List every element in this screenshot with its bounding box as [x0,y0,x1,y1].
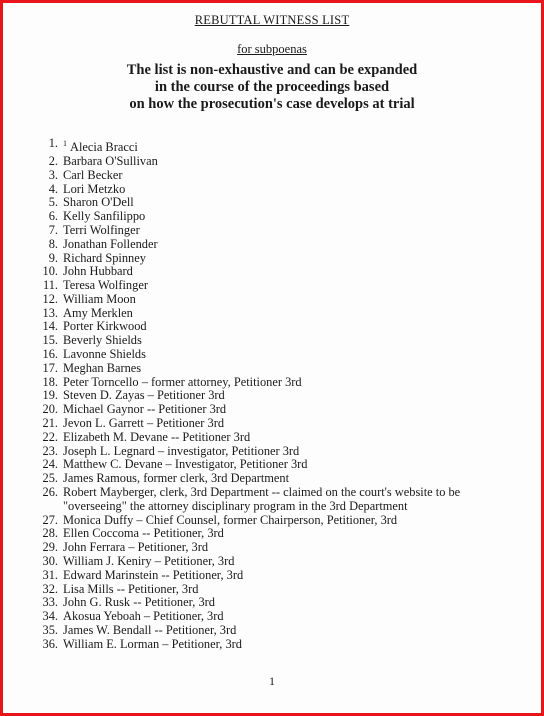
list-item-number: 32. [42,581,58,596]
list-item [36,224,526,238]
list-item-name: Kelly Sanfilippo [63,209,146,224]
list-item-number: 34. [42,609,58,624]
list-item-name: Ellen Coccoma -- Petitioner, 3rd [63,526,224,541]
list-item-number: 33. [42,595,58,610]
list-item-name: Steven D. Zayas – Petitioner 3rd [63,388,225,403]
list-item [36,210,526,224]
list-item [36,320,526,334]
list-item-number: 11. [42,278,58,293]
list-item-name: Terri Wolfinger [63,222,140,237]
list-item-name: Edward Marinstein -- Petitioner, 3rd [63,567,244,582]
list-item [36,265,526,279]
list-item [36,486,526,514]
list-item-name: John Hubbard [63,264,133,279]
list-item [36,527,526,541]
list-item-name: Akosua Yeboah – Petitioner, 3rd [63,609,224,624]
list-item [36,155,526,169]
list-item [36,252,526,266]
list-item [36,403,526,417]
list-item-name: Sharon O'Dell [63,195,134,210]
list-item-number: 1. [48,136,58,150]
list-item-number: 23. [42,443,58,458]
list-item-name: Teresa Wolfinger [63,278,148,293]
list-item [36,279,526,293]
list-item-number: 29. [42,540,58,555]
list-item-name: Lisa Mills -- Petitioner, 3rd [63,581,199,596]
list-item [36,445,526,459]
list-item [36,169,526,183]
list-item-number: 20. [42,402,58,417]
list-item-number: 30. [42,554,58,569]
list-item-name: William Moon [63,291,136,306]
list-item-number: 17. [42,360,58,375]
list-item-number: 4. [48,181,58,196]
witness-list [36,137,526,652]
list-item-name: Carl Becker [63,167,123,182]
list-item [36,334,526,348]
list-item-number: 36. [42,636,58,651]
list-item-number: 18. [42,374,58,389]
footnote-marker: 1 [63,139,67,148]
list-item-number: 12. [42,291,58,306]
list-item-name: Joseph L. Legnard – investigator, Petitioner 3rd [63,443,300,458]
list-item-name: James W. Bendall -- Petitioner, 3rd [63,623,237,638]
list-item [36,183,526,197]
list-item [36,569,526,583]
list-item [36,583,526,597]
list-item-name: Barbara O'Sullivan [63,153,158,168]
list-item-number: 16. [42,347,58,362]
list-item-number: 27. [42,512,58,527]
list-item-name: Jevon L. Garrett – Petitioner 3rd [63,416,225,431]
list-item-number: 8. [48,236,58,251]
list-item-number: 25. [42,471,58,486]
list-item-name: Michael Gaynor -- Petitioner 3rd [63,402,227,417]
list-item [36,610,526,624]
list-item [36,624,526,638]
document-subtitle: for subpoenas [237,42,307,56]
document-title: REBUTTAL WITNESS LIST [194,13,350,27]
list-item-number: 10. [42,264,58,279]
list-item-number: 22. [42,429,58,444]
list-item-name: Lavonne Shields [63,347,146,362]
list-item-number: 24. [42,457,58,472]
list-item-name: Richard Spinney [63,250,146,265]
list-item [36,596,526,610]
list-item-number: 9. [48,250,58,265]
list-item [36,137,526,155]
list-item [36,196,526,210]
page-number: 1 [269,674,275,688]
list-item [36,293,526,307]
list-item-number: 13. [42,305,58,320]
list-item-number: 35. [42,623,58,638]
list-item [36,472,526,486]
list-item-number: 14. [42,319,58,334]
list-item-number: 15. [42,333,58,348]
list-item-number: 5. [48,195,58,210]
list-item [36,389,526,403]
list-item-name: John Ferrara – Petitioner, 3rd [63,540,209,555]
notice-line: in the course of the proceedings based [154,79,390,95]
list-item [36,541,526,555]
list-item-name: James Ramous, former clerk, 3rd Department [63,471,290,486]
list-item-number: 6. [48,209,58,224]
list-item-name: Elizabeth M. Devane -- Petitioner 3rd [63,429,251,444]
list-item [36,514,526,528]
list-item [36,431,526,445]
list-item-name: Robert Mayberger, clerk, 3rd Department -- claimed on the court's website to be "overseeing" the attorney disciplinary program in the 3rd Department [63,485,461,513]
list-item-name: Monica Duffy – Chief Counsel, former Chairperson, Petitioner, 3rd [63,512,398,527]
list-item-number: 31. [42,567,58,582]
list-item-name: Meghan Barnes [63,360,142,375]
list-item-number: 19. [42,388,58,403]
list-item-name: Amy Merklen [63,305,133,320]
list-item [36,362,526,376]
list-item-number: 3. [48,167,58,182]
list-item-name: John G. Rusk -- Petitioner, 3rd [63,595,215,610]
list-item-name: Peter Torncello – former attorney, Petitioner 3rd [63,374,302,389]
list-item [36,458,526,472]
list-item-name: Beverly Shields [63,333,142,348]
list-item [36,348,526,362]
list-item-name: William E. Lorman – Petitioner, 3rd [63,636,242,651]
list-item-name: Lori Metzko [63,181,126,196]
notice-line: The list is non-exhaustive and can be expanded [126,62,418,78]
list-item [36,417,526,431]
list-item-name: Matthew C. Devane – Investigator, Petitioner 3rd [63,457,308,472]
list-item-name: William J. Keniry – Petitioner, 3rd [63,554,235,569]
list-item [36,238,526,252]
notice-block [3,62,541,113]
list-item [36,555,526,569]
list-item-name-text: Alecia Bracci [70,140,138,155]
list-item-name [63,137,138,155]
list-item-number: 2. [48,153,58,168]
notice-line: on how the prosecution's case develops at trial [129,96,415,112]
list-item [36,307,526,321]
list-item-number: 21. [42,416,58,431]
list-item-number: 26. [42,485,58,500]
list-item [36,376,526,390]
list-item-name: Porter Kirkwood [63,319,147,334]
list-item-name: Jonathan Follender [63,236,158,251]
list-item-number: 28. [42,526,58,541]
list-item [36,638,526,652]
list-item-number: 7. [48,222,58,237]
